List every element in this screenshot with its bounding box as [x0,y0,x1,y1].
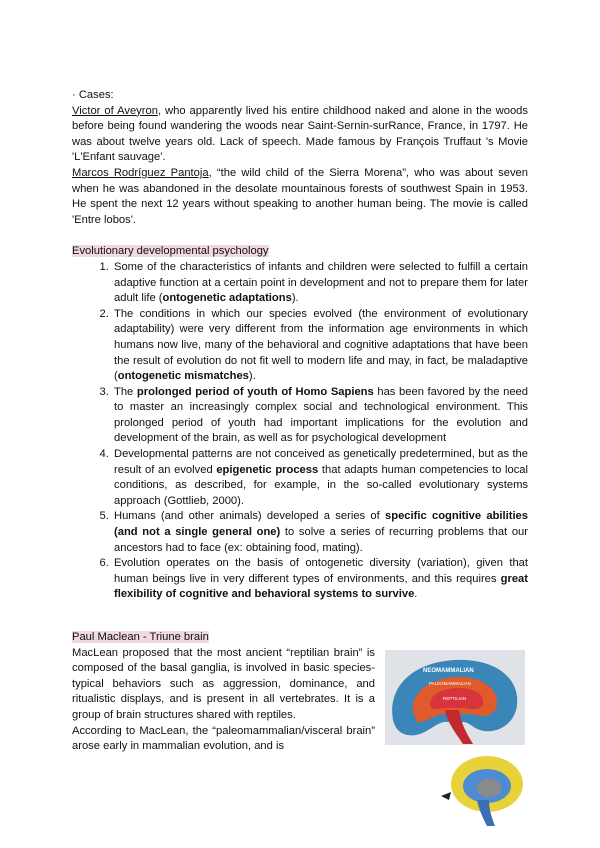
core [477,779,501,797]
triune-heading-row [72,630,528,646]
label-neomammalian: NEOMAMMALIAN [423,668,474,674]
list-item: 5. Humans (and other animals) developed a series of specific cognitive abilities (and not a single general one) to solve a series of recurring problems that our ancestors had to face (ex: obtaining food, mating). [112,509,528,556]
victor-name-link: Victor of Aveyron [72,104,158,117]
triune-heading: Paul Maclean - Triune brain [72,631,209,643]
list-item: 6. Evolution operates on the basis of ontogenetic diversity (variation), given that human beings live in very different types of environments, and this requires great flexibility of cognitive and behavioral systems to survive. [112,556,528,603]
label-reptilian: REPTILIAN [443,696,467,701]
list-item: 2. The conditions in which our species evolved (the environment of evolutionary adaptability) were very different from the information age environments in which humans now live, many of the behavioral and cognitive adaptations that have been the result of evolution do not fit well to modern life and may, in fact, be maladaptive (ontogenetic mismatches). [112,307,528,385]
list-item: 1. Some of the characteristics of infants and children were selected to fulfill a certain adaptive function at a certain point in development and not to prepare them for later adult life (ontogenetic adaptations). [112,260,528,307]
triune-paragraph-2: According to MacLean, the “paleomammalian/visceral brain” arose early in mammalian evolution, and is [72,724,375,753]
marcos-text: , “the wild child of the Sierra Morena”, who was about seven when he was abandoned in the desolate mountainous forests of southwest Spain in 1953. He spent the next 12 years without speaking to another human being. The movie is called 'Entre lobos'. [72,166,529,226]
case-victor [72,104,528,166]
brain-section-image [437,750,525,826]
label-paleomammalian: PALEOMAMMALIAN [429,681,471,686]
list-item: 4. Developmental patterns are not conceived as genetically predetermined, but as the result of an evolved epigenetic process that adapts human competencies to local conditions, as described, for example, in the so-called evolutionary systems approach (Gottlieb, 2000). [112,447,528,509]
case-marcos [72,166,528,228]
list-item: 3. The prolonged period of youth of Homo Sapiens has been favored by the need to master an increasingly complex social and technological environment. This prolonged period of youth had important implications for the evolution and development of the brain, as well as for psychological development [112,385,528,447]
arrow-marker [441,792,451,800]
triune-brain-diagram [385,650,525,745]
victor-text: , who apparently lived his entire childhood naked and alone in the woods before being found wandering the woods near Saint-Sernin-surRance, France, in 1797. He was about twelve years old. Lack of speech. Made famous by François Truffaut 's Movie 'L'Enfant sauvage'. [72,104,528,164]
cases-label: · Cases: [72,89,114,101]
evo-list [72,260,528,603]
evo-heading-row [72,244,528,260]
marcos-name-link: Marcos Rodríguez Pantoja [72,166,209,179]
document-body [72,88,528,603]
evo-heading: Evolutionary developmental psychology [72,245,269,258]
triune-paragraph-1: MacLean proposed that the most ancient “reptilian brain” is composed of the basal ganglia, is involved in basic species-typical behaviors such as aggression, dominance, and ritualistic displays, and is present in all vertebrates. It is a group of brain structures shared with reptiles. [72,646,375,721]
